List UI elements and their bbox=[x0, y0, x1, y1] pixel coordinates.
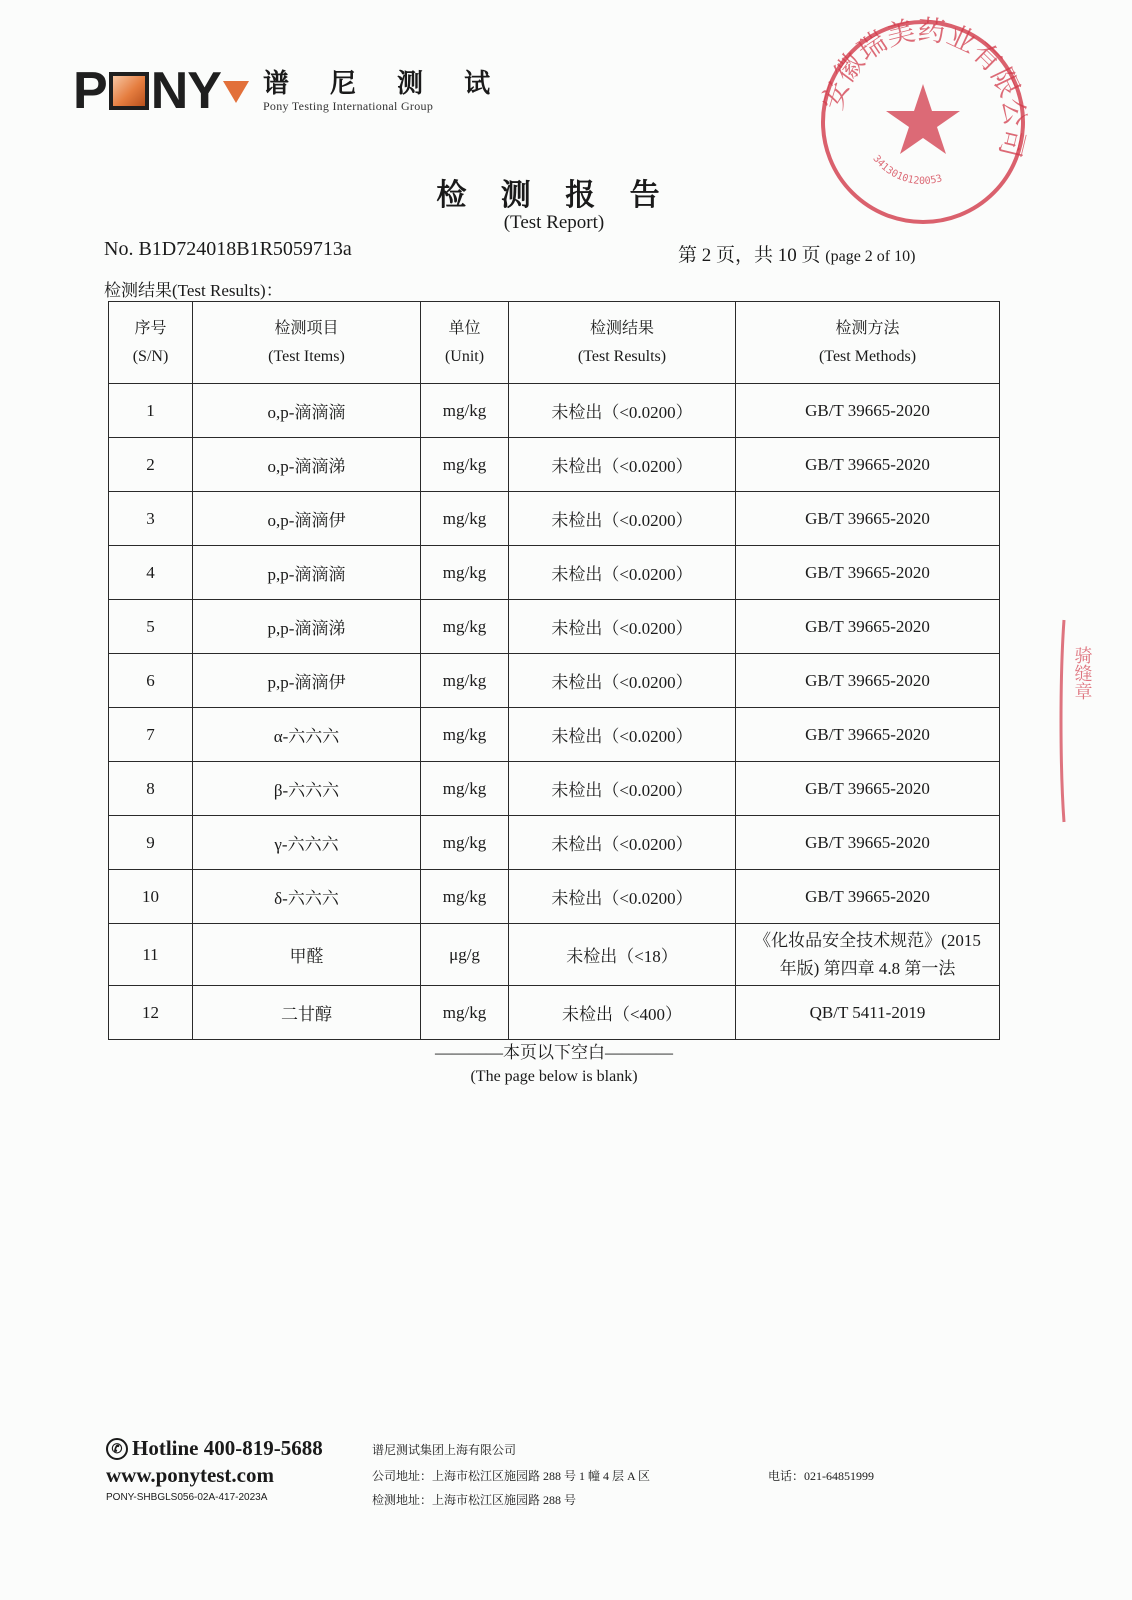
cell-method-line2: 年版) 第四章 4.8 第一法 bbox=[779, 958, 956, 978]
cell-result: 未检出（<18） bbox=[509, 924, 736, 986]
cell-unit: mg/kg bbox=[421, 384, 509, 438]
table-row bbox=[109, 600, 1000, 654]
website: www.ponytest.com bbox=[106, 1463, 274, 1487]
footer-lab-address: 检测地址：上海市松江区施园路 288 号 bbox=[372, 1493, 577, 1507]
table-row bbox=[109, 708, 1000, 762]
cell-unit: mg/kg bbox=[421, 762, 509, 816]
cell-sn: 11 bbox=[109, 924, 193, 986]
cell-result: 未检出（<0.0200） bbox=[509, 492, 736, 546]
cell-result: 未检出（<400） bbox=[509, 986, 736, 1040]
cell-item: p,p-滴滴滴 bbox=[193, 546, 421, 600]
logo-o-block bbox=[109, 72, 149, 110]
cell-item: β-六六六 bbox=[193, 762, 421, 816]
cell-method: GB/T 39665-2020 bbox=[736, 708, 1000, 762]
cell-sn: 2 bbox=[109, 438, 193, 492]
cell-method: GB/T 39665-2020 bbox=[736, 816, 1000, 870]
cell-item: o,p-滴滴伊 bbox=[193, 492, 421, 546]
page-indicator bbox=[678, 240, 915, 267]
cell-sn: 12 bbox=[109, 986, 193, 1040]
cell-result: 未检出（<0.0200） bbox=[509, 384, 736, 438]
footer-telephone: 电话：021-64851999 bbox=[768, 1469, 874, 1483]
seal-number: 3413010120053 bbox=[870, 153, 944, 188]
report-title: 检 测 报 告 bbox=[436, 178, 672, 213]
header-test-results: 检测结果 (Test Results) bbox=[509, 302, 736, 384]
cell-sn: 8 bbox=[109, 762, 193, 816]
cell-method: GB/T 39665-2020 bbox=[736, 492, 1000, 546]
cell-sn: 6 bbox=[109, 654, 193, 708]
table-row bbox=[109, 816, 1000, 870]
header-unit: 单位 (Unit) bbox=[421, 302, 509, 384]
cell-item: 二甘醇 bbox=[193, 986, 421, 1040]
logo-cn-text: 谱 尼 测 试 bbox=[262, 69, 507, 99]
cell-method: GB/T 39665-2020 bbox=[736, 762, 1000, 816]
cell-unit: mg/kg bbox=[421, 816, 509, 870]
cell-unit: mg/kg bbox=[421, 546, 509, 600]
pony-logo bbox=[73, 62, 507, 120]
cell-item: 甲醛 bbox=[193, 924, 421, 986]
cell-result: 未检出（<0.0200） bbox=[509, 816, 736, 870]
cell-item: α-六六六 bbox=[193, 708, 421, 762]
hotline bbox=[106, 1436, 323, 1461]
footer-address: 公司地址：上海市松江区施园路 288 号 1 幢 4 层 A 区 bbox=[372, 1469, 651, 1483]
logo-arrow-icon bbox=[223, 81, 249, 103]
hotline-text: Hotline 400-819-5688 bbox=[132, 1436, 323, 1460]
table-header-row bbox=[109, 302, 1000, 384]
table-row bbox=[109, 384, 1000, 438]
cell-method: QB/T 5411-2019 bbox=[736, 986, 1000, 1040]
cell-unit: mg/kg bbox=[421, 438, 509, 492]
table-row bbox=[109, 762, 1000, 816]
cell-method: GB/T 39665-2020 bbox=[736, 438, 1000, 492]
cell-item: o,p-滴滴滴 bbox=[193, 384, 421, 438]
cell-unit: mg/kg bbox=[421, 870, 509, 924]
cell-sn: 7 bbox=[109, 708, 193, 762]
cell-unit: μg/g bbox=[421, 924, 509, 986]
cell-item: o,p-滴滴涕 bbox=[193, 438, 421, 492]
cell-unit: mg/kg bbox=[421, 654, 509, 708]
cell-sn: 5 bbox=[109, 600, 193, 654]
table-row bbox=[109, 986, 1000, 1040]
cell-method: GB/T 39665-2020 bbox=[736, 654, 1000, 708]
seal-text: 安徽瑞美药业有限公司 bbox=[815, 13, 1032, 161]
cell-result: 未检出（<0.0200） bbox=[509, 870, 736, 924]
cell-method-line1: 《化妆品安全技术规范》(2015 bbox=[754, 930, 981, 950]
report-number: No. B1D724018B1R5059713a bbox=[104, 238, 352, 260]
side-stamp-text: 骑缝章 bbox=[1071, 646, 1093, 700]
phone-icon: ✆ bbox=[106, 1438, 128, 1460]
blank-notice-en: (The page below is blank) bbox=[470, 1068, 638, 1085]
table-row bbox=[109, 924, 1000, 986]
report-subtitle: (Test Report) bbox=[503, 212, 605, 233]
table-row bbox=[109, 492, 1000, 546]
cell-sn: 9 bbox=[109, 816, 193, 870]
cell-sn: 3 bbox=[109, 492, 193, 546]
cell-sn: 1 bbox=[109, 384, 193, 438]
table-row bbox=[109, 870, 1000, 924]
footer-company: 谱尼测试集团上海有限公司 bbox=[372, 1443, 517, 1457]
cell-unit: mg/kg bbox=[421, 600, 509, 654]
cell-unit: mg/kg bbox=[421, 708, 509, 762]
cell-result: 未检出（<0.0200） bbox=[509, 654, 736, 708]
cell-unit: mg/kg bbox=[421, 986, 509, 1040]
blank-notice-cn: ————本页以下空白———— bbox=[435, 1043, 673, 1062]
page-indicator-en: (page 2 of 10) bbox=[825, 248, 916, 265]
cell-result: 未检出（<0.0200） bbox=[509, 600, 736, 654]
cell-result: 未检出（<0.0200） bbox=[509, 762, 736, 816]
table-row bbox=[109, 546, 1000, 600]
logo-en-text: Pony Testing International Group bbox=[262, 99, 434, 113]
cell-method: GB/T 39665-2020 bbox=[736, 600, 1000, 654]
cell-item: δ-六六六 bbox=[193, 870, 421, 924]
cell-sn: 10 bbox=[109, 870, 193, 924]
cell-unit: mg/kg bbox=[421, 492, 509, 546]
cell-result: 未检出（<0.0200） bbox=[509, 546, 736, 600]
results-table bbox=[108, 301, 1000, 1040]
cell-result: 未检出（<0.0200） bbox=[509, 708, 736, 762]
results-label: 检测结果(Test Results)： bbox=[104, 281, 283, 300]
document-id: PONY-SHBGLS056-02A-417-2023A bbox=[106, 1492, 268, 1503]
cell-method bbox=[736, 924, 1000, 986]
header-sn: 序号 (S/N) bbox=[109, 302, 193, 384]
cell-method: GB/T 39665-2020 bbox=[736, 546, 1000, 600]
cell-item: p,p-滴滴涕 bbox=[193, 600, 421, 654]
table-row bbox=[109, 654, 1000, 708]
cell-item: γ-六六六 bbox=[193, 816, 421, 870]
cell-method: GB/T 39665-2020 bbox=[736, 384, 1000, 438]
table-row bbox=[109, 438, 1000, 492]
side-seam-stamp bbox=[1056, 616, 1096, 826]
header-test-items: 检测项目 (Test Items) bbox=[193, 302, 421, 384]
cell-result: 未检出（<0.0200） bbox=[509, 438, 736, 492]
logo-wordmark: P NY bbox=[73, 66, 249, 116]
cell-method: GB/T 39665-2020 bbox=[736, 870, 1000, 924]
header-test-methods: 检测方法 (Test Methods) bbox=[736, 302, 1000, 384]
cell-sn: 4 bbox=[109, 546, 193, 600]
cell-item: p,p-滴滴伊 bbox=[193, 654, 421, 708]
page-indicator-cn: 第 2 页，共 10 页 bbox=[678, 245, 821, 266]
